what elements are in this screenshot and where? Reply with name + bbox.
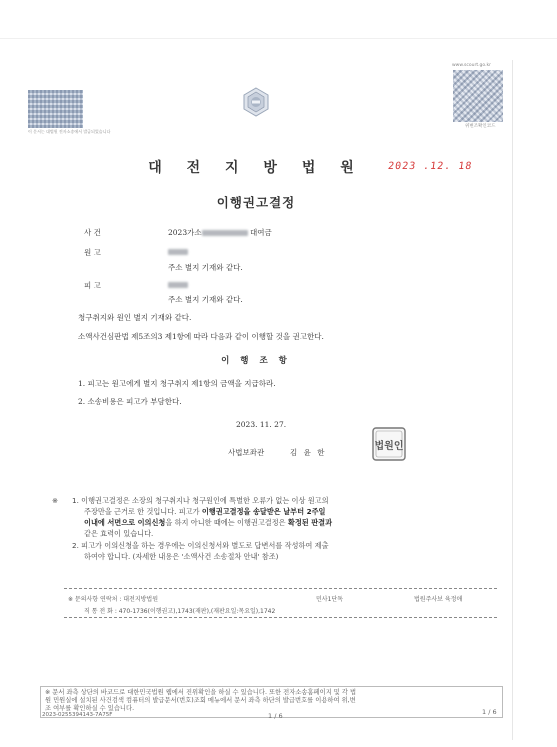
plaintiff-name-line bbox=[168, 247, 188, 256]
note-1d: 같은 효력이 있습니다. bbox=[84, 529, 154, 538]
footer-line-1: ※ 문서 좌측 상단의 바코드로 대한민국법원 웹에서 진위확인을 하실 수 있습니다. 또한 전자소송홈페이지 및 각 법 bbox=[45, 689, 357, 696]
term-1: 1. 피고는 원고에게 별지 청구취지 제1항의 금액을 지급하라. bbox=[78, 379, 276, 388]
contact-label: ※ 문의사항 연락처 : 대전지방법원 bbox=[68, 596, 159, 603]
page-number: 1 / 6 bbox=[268, 712, 283, 720]
defendant-name-line bbox=[168, 280, 188, 289]
defendant-label: 피 고 bbox=[84, 281, 101, 290]
barcode-caption-right: 위변조확인코드 bbox=[465, 124, 496, 129]
court-name: 대 전 지 방 법 원 bbox=[148, 160, 364, 176]
plaintiff-address: 주소 별지 기재와 같다. bbox=[168, 263, 243, 272]
note-2a: 2. 피고가 이의신청을 하는 경우에는 이의신청서와 별도로 답변서를 작성하여 제출 bbox=[72, 541, 329, 550]
judge-title: 사법보좌관 bbox=[228, 448, 265, 457]
note-1c: 이내에 서면으로 이의신청을 하지 아니한 때에는 이행권고결정은 확정된 판결과 bbox=[84, 518, 333, 527]
claim-statement: 청구취지와 원인 별지 기재와 같다. bbox=[78, 313, 192, 322]
seal-text: 법원인 bbox=[374, 441, 404, 452]
issuance-number: 2023-0255394143-7A75F bbox=[42, 712, 113, 718]
page-number-right: 1 / 6 bbox=[482, 708, 497, 716]
verification-barcode-right bbox=[453, 70, 503, 122]
case-number-line bbox=[168, 227, 272, 238]
note-1b: 주장만을 근거로 한 것입니다. 피고가 이행권고결정을 송달받은 날부터 2주일 bbox=[84, 507, 326, 516]
contact-info-box bbox=[64, 588, 497, 618]
barcode-url-right: www.scourt.go.kr bbox=[452, 63, 491, 68]
official-seal bbox=[371, 426, 407, 462]
redacted-plaintiff-name bbox=[168, 249, 188, 255]
case-label: 사 건 bbox=[84, 228, 101, 237]
received-date-stamp: 2023 .12. 18 bbox=[387, 161, 474, 172]
judge-name: 김 윤 한 bbox=[290, 448, 327, 457]
case-name: 대여금 bbox=[249, 228, 272, 237]
defendant-address: 주소 별지 기재와 같다. bbox=[168, 295, 243, 304]
redacted-defendant-name bbox=[168, 282, 188, 288]
page-edge bbox=[512, 60, 513, 740]
document-page bbox=[20, 40, 490, 740]
redacted-case-number bbox=[202, 230, 248, 236]
note-1a: 1. 이행권고결정은 소장의 청구취지나 청구원인에 특별한 오류가 없는 이상 원고의 bbox=[72, 496, 329, 505]
note-2b: 하여야 합니다. (자세한 내용은 '소액사건 소송절차 안내' 참조) bbox=[84, 552, 279, 561]
court-emblem-icon bbox=[241, 87, 271, 117]
verification-barcode-left bbox=[28, 90, 83, 128]
term-2: 2. 소송비용은 피고가 부담한다. bbox=[78, 397, 182, 406]
notice-marker: ※ bbox=[52, 496, 59, 505]
contact-dept: 민사1단독 bbox=[316, 596, 344, 603]
plaintiff-label: 원 고 bbox=[84, 248, 101, 257]
decision-date: 2023. 11. 27. bbox=[236, 420, 287, 429]
barcode-caption-left: 이 문서는 대법원 전자소송에서 발급되었습니다 bbox=[28, 129, 111, 134]
top-divider bbox=[0, 38, 557, 39]
contact-phone: 직 통 전 화 : 470-1736(이행권고),1743(재판),(재판요일:목요일),1742 bbox=[84, 608, 276, 615]
decision-statement: 소액사건심판법 제5조의3 제1항에 따라 다음과 같이 이행할 것을 권고한다. bbox=[78, 332, 324, 341]
contact-clerk: 법원주사보 육정애 bbox=[414, 596, 463, 603]
footer-line-3: 조 여부를 확인하실 수 있습니다. bbox=[45, 705, 135, 712]
footer-line-2: 원 민원실에 설치된 사건검색 컴퓨터의 발급문서(번호)조회 메뉴에서 문서 좌측 하단의 발급번호를 이용하여 위,변 bbox=[45, 697, 356, 704]
terms-title: 이 행 조 항 bbox=[221, 356, 291, 366]
document-title: 이행권고결정 bbox=[216, 195, 296, 210]
case-number: 2023가소 bbox=[168, 228, 202, 237]
notice-section bbox=[52, 495, 497, 562]
